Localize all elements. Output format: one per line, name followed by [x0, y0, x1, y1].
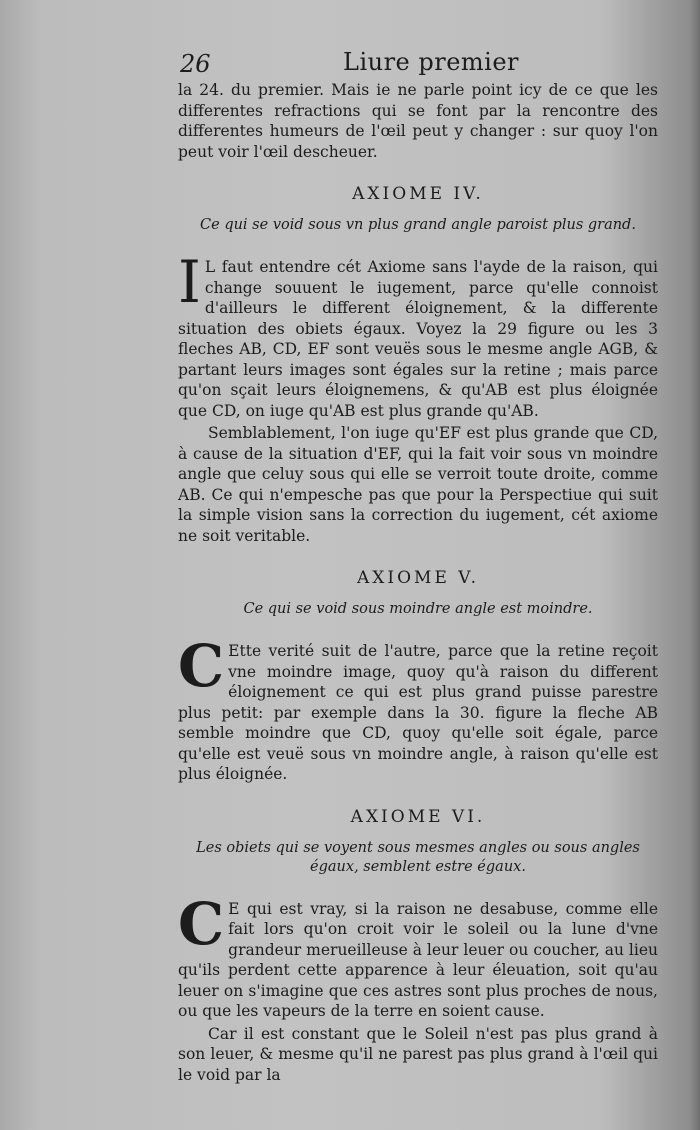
drop-letter: I — [178, 248, 201, 316]
axiome-5-paragraph-1 — [178, 632, 658, 785]
drop-letter: C — [178, 632, 225, 700]
paragraph-text: E qui est vray, si la raison ne desabuse, comme elle fait lors qu'on croit voir le soleil ou la lune d'vne grandeur merueilleuse à leur leuer ou coucher, au lieu qu'ils perdent cette apparence à leur éleuation, soit qu'au leuer on s'imagine que ces astres sont plus proches de nous, ou que les vapeurs de la terre en soient cause. — [178, 899, 658, 1020]
axiome-4-heading: AXIOME IV. — [352, 184, 484, 204]
drop-letter: C — [178, 889, 225, 958]
axiome-4-paragraph-1 — [178, 248, 658, 421]
intro-paragraph: la 24. du premier. Mais ie ne parle point icy de ce que les differentes refractions qui se font par la rencontre des differentes humeurs de l'œil peut y changer : sur quoy l'on peut voir l'œil descheuer. — [178, 81, 658, 161]
axiome-5-heading: AXIOME V. — [357, 568, 479, 588]
page-number: 26 — [180, 50, 211, 78]
paragraph-text: L faut entendre cét Axiome sans l'ayde de la raison, qui change souuent le iugement, parce qu'elle connoist d'ailleurs le different éloignement, & la differente situation des obiets égaux. Voyez la 29 figure ou les 3 fleches AB, CD, EF sont veuës sous le mesme angle AGB, & partant leurs images sont égales sur la retine ; mais parce qu'on sçait leurs éloignemens, & qu'AB est plus éloignée que CD, on iuge qu'AB est plus grande qu'AB. — [178, 258, 658, 420]
running-title: Liure premier — [343, 48, 520, 76]
axiome-4-paragraph-2: Semblablement, l'on iuge qu'EF est plus grande que CD, à cause de la situation d'EF, qui la fait voir sous vn moindre angle que celuy sous qui elle se verroit toute droite, comme AB. Ce qui n'empesche pas que pour la Perspectiue qui suit la simple vision sans la correction du iugement, cét axiome ne soit veritable. — [178, 424, 658, 545]
paragraph-text: Ette verité suit de l'autre, parce que la retine reçoit vne moindre image, quoy qu'à raison du different éloignement ce qui est plus grand puisse parestre plus petit: par exemple dans la 30. figure la fleche AB semble moindre que CD, quoy qu'elle soit égale, parce qu'elle est veuë sous vn moindre angle, à raison qu'elle est plus éloignée. — [178, 642, 658, 783]
axiome-6-heading: AXIOME VI. — [350, 806, 486, 827]
axiome-6-paragraph-1 — [178, 889, 658, 1022]
text-block — [178, 48, 658, 1085]
axiome-4-statement: Ce qui se void sous vn plus grand angle paroist plus grand. — [200, 217, 636, 233]
axiome-5-statement: Ce qui se void sous moindre angle est moindre. — [243, 601, 593, 617]
axiome-6-statement: Les obiets qui se voyent sous mesmes angles ou sous angles égaux, semblent estre égaux. — [196, 839, 640, 875]
axiome-6-paragraph-2: Car il est constant que le Soleil n'est pas plus grand à son leuer, & mesme qu'il ne parest pas plus grand à l'œil qui le void par la — [178, 1024, 658, 1084]
running-head — [178, 48, 658, 80]
